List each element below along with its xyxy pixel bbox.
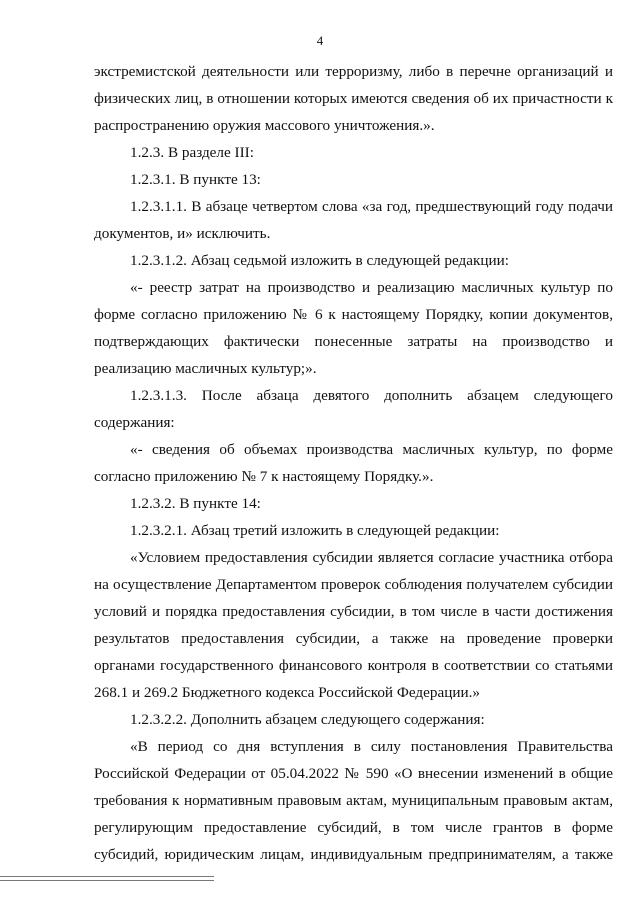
paragraph-amendment: 1.2.3.1.3. После абзаца девятого дополнить абзацем следующего содержания: xyxy=(94,387,613,431)
paragraph-quote: «Условием предоставления субсидии является согласие участника отбора на осуществление Департаментом проверок соблюдения получателем субсидии условий и порядка предоставления субсидии, в том числе в части достижения результатов предоставления субсидии, а также на проведение проверки органами государственного финансового контроля в соответствии со статьями 268.1 и 269.2 Бюджетного кодекса Российской Федерации.» xyxy=(94,549,613,701)
paragraph-item-heading: 1.2.3.2. В пункте 14: xyxy=(130,495,261,512)
footer-rule xyxy=(0,876,214,877)
paragraph-continuation: экстремистской деятельности или терроризму, либо в перечне организаций и физических лиц, в отношении которых имеются сведения об их причастности к распространению оружия массового уничтожения.». xyxy=(94,63,613,134)
paragraph-quote: «- сведения об объемах производства масличных культур, по форме согласно приложению № 7 к настоящему Порядку.». xyxy=(94,441,613,485)
footer-rule xyxy=(0,880,214,881)
paragraph-item-heading: 1.2.3.1. В пункте 13: xyxy=(130,171,261,188)
paragraph-amendment: 1.2.3.1.1. В абзаце четвертом слова «за год, предшествующий году подачи документов, и» исключить. xyxy=(94,198,613,242)
paragraph-amendment: 1.2.3.2.2. Дополнить абзацем следующего содержания: xyxy=(130,711,485,728)
paragraph-quote: «- реестр затрат на производство и реализацию масличных культур по форме согласно приложению № 6 к настоящему Порядку, копии документов, подтверждающих фактически понесенные затраты на производство и реализацию масличных культур;». xyxy=(94,279,613,377)
paragraph-amendment: 1.2.3.1.2. Абзац седьмой изложить в следующей редакции: xyxy=(130,252,509,269)
document-body xyxy=(94,58,613,868)
page-number: 4 xyxy=(316,33,324,48)
paragraph-amendment: 1.2.3.2.1. Абзац третий изложить в следующей редакции: xyxy=(130,522,500,539)
paragraph-section-heading: 1.2.3. В разделе III: xyxy=(130,144,254,161)
paragraph-quote: «В период со дня вступления в силу постановления Правительства Российской Федерации от 05.04.2022 № 590 «О внесении изменений в общие требования к нормативным правовым актам, муниципальным правовым актам, регулирующим предоставление субсидий, в том числе грантов в форме субсидий, юридическим лицам, индивидуальным предпринимателям, а также xyxy=(94,738,613,863)
